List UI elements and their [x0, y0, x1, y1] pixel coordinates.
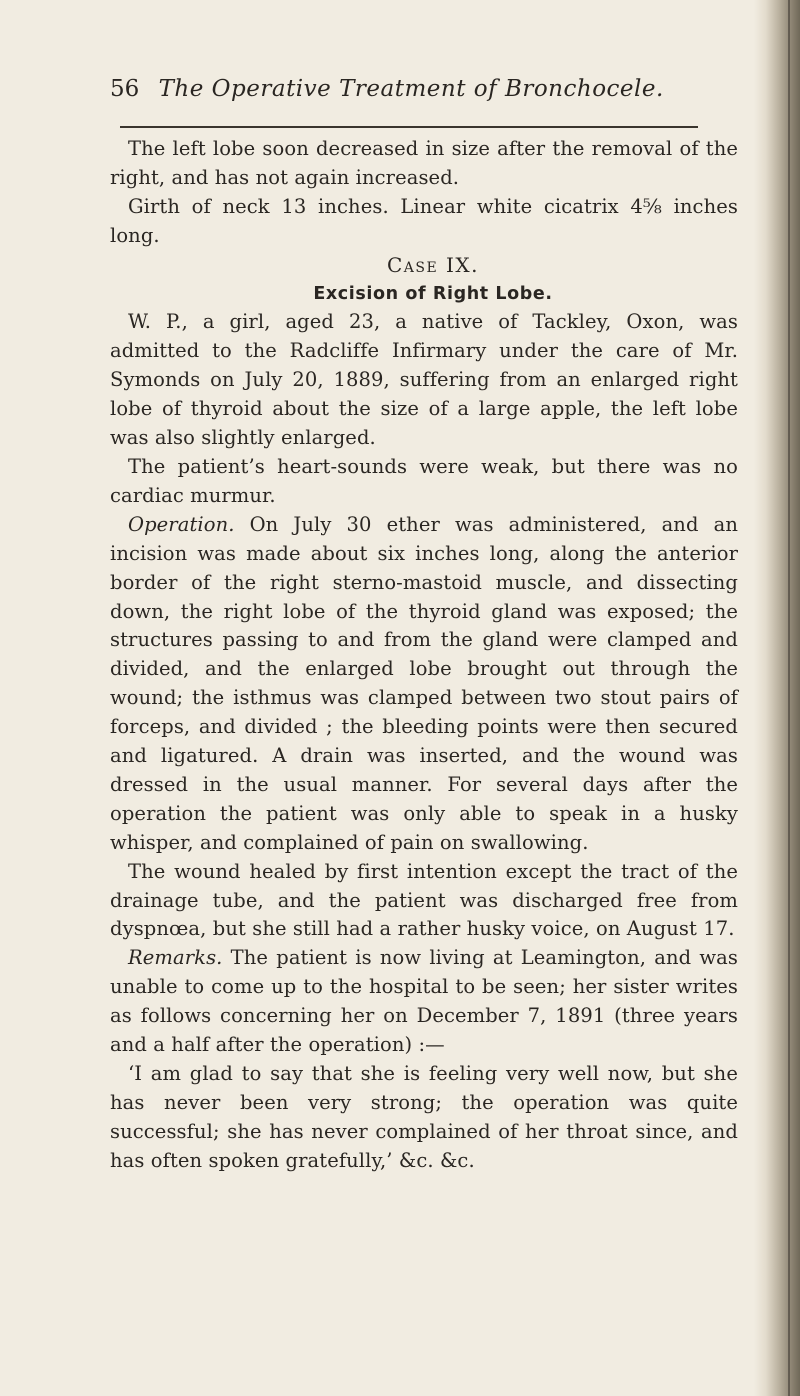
- paragraph: Girth of neck 13 inches. Linear white cicatrix 4⅝ inches long.: [110, 194, 738, 247]
- remarks-label: Remarks.: [128, 946, 223, 970]
- page-edge-shadow: [754, 0, 800, 1396]
- page-edge-line: [788, 0, 790, 1396]
- case-title: Case IX.: [386, 252, 480, 277]
- paragraph: W. P., a girl, aged 23, a native of Tackley, Oxon, was admitted to the Radcliffe Infirmary under the care of Mr. Symonds on July 20, 1889, suffering from an enlarged right lobe of thyroid about the size of a large apple, the left lobe was also slightly enlarged.: [110, 310, 738, 450]
- paragraph-operation: [110, 511, 738, 858]
- case-subtitle: Excision of Right Lobe.: [313, 283, 553, 304]
- paragraph-quote: ‘I am glad to say that she is feeling very well now, but she has never been very strong; the operation was quite successful; she has never complained of her throat since, and has often spoken gratefully,’ &c. &c.: [110, 1062, 738, 1172]
- running-head: [110, 74, 750, 104]
- body-text: [110, 135, 738, 1176]
- operation-label: Operation.: [128, 512, 235, 536]
- paragraph: The left lobe soon decreased in size after the removal of the right, and has not again increased.: [110, 137, 738, 189]
- running-title: The Operative Treatment of Bronchocele.: [158, 76, 664, 102]
- paragraph-remarks: [110, 944, 738, 1060]
- paragraph: The patient’s heart-sounds were weak, but there was no cardiac murmur.: [110, 454, 738, 507]
- remarks-text: The patient is now living at Leamington, and was unable to come up to the hospital to be seen; her sister writes as follows concerning her on December 7, 1891 (three years and a half after the operation) :—: [110, 946, 738, 1057]
- header-rule: [120, 126, 698, 128]
- page-number: 56: [110, 76, 140, 102]
- paragraph: The wound healed by first intention except the tract of the drainage tube, and the patient was discharged free from dyspnœa, but she still had a rather husky voice, on August 17.: [110, 859, 738, 941]
- operation-text: On July 30 ether was administered, and an incision was made about six inches long, along the anterior border of the right sterno-mastoid muscle, and dissecting down, the right lobe of the thyroid gland was exposed; the structures passing to and from the gland were clamped and divided, and the enlarged lobe brought out through the wound; the isthmus was clamped between two stout pairs of forceps, and divided ; the bleeding points were then secured and ligatured. A drain was inserted, and the wound was dressed in the usual manner. For several days after the operation the patient was only able to speak in a husky whisper, and complained of pain on swallowing.: [110, 512, 738, 854]
